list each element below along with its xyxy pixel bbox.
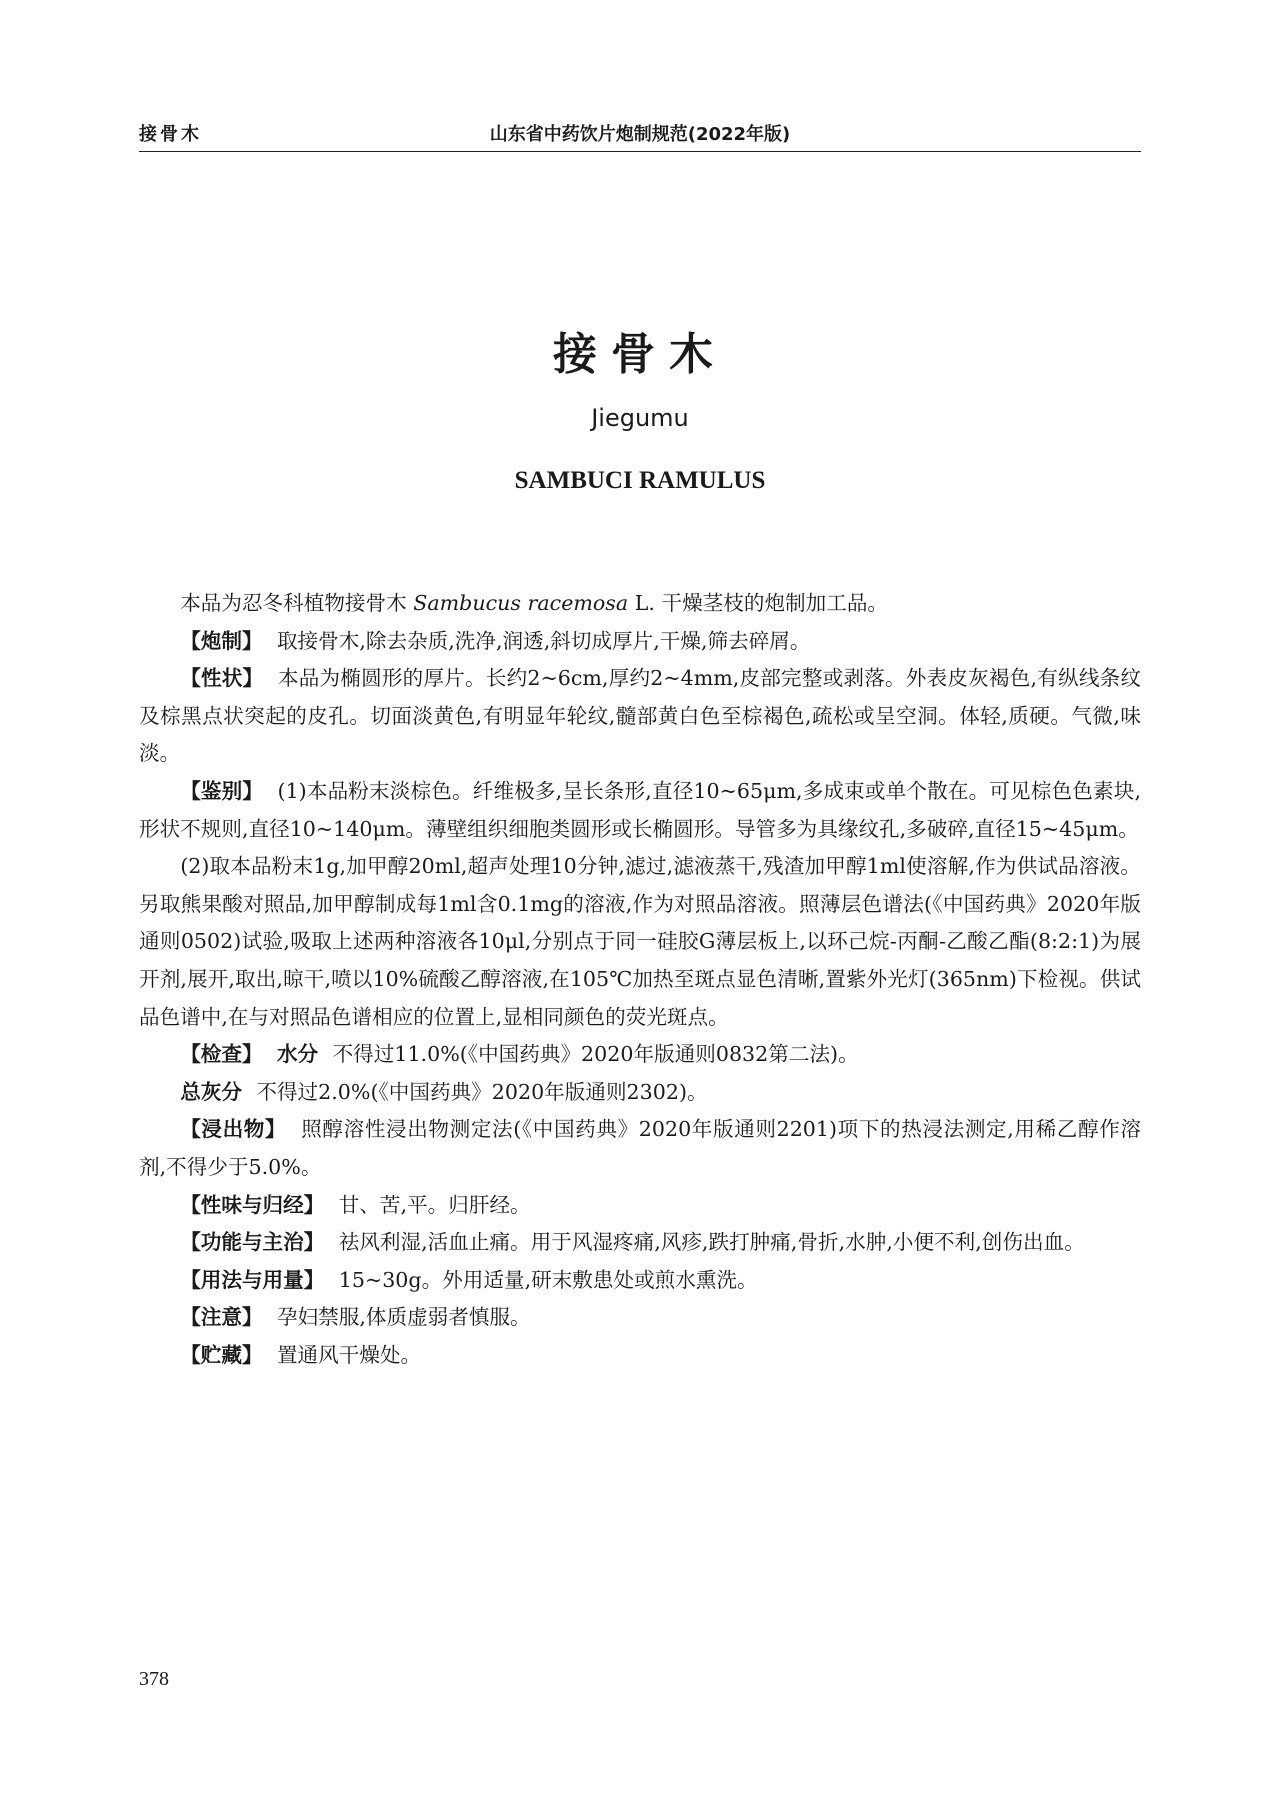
section-text: 置通风干燥处。 [276,1342,422,1367]
section-text: 15~30g。外用适量,研末敷患处或煎水熏洗。 [338,1267,758,1292]
section-label: 【性味与归经】 [180,1192,325,1217]
section-label: 【功能与主治】 [180,1230,325,1255]
section-yongfa [139,1262,1141,1300]
header-center: 山东省中药饮片炮制规范(2022年版) [489,124,791,145]
section-zhuyi [139,1299,1141,1337]
intro-paragraph [139,585,1141,623]
intro-after: L. 干燥茎枝的炮制加工品。 [628,591,889,615]
section-text: 不得过2.0%(《中国药典》2020年版通则2302)。 [256,1079,708,1104]
section-text: 祛风利湿,活血止痛。用于风湿疼痛,风疹,跌打肿痛,骨折,水肿,小便不利,创伤出血。 [338,1230,1085,1255]
sub-label-water: 水分 [276,1042,319,1067]
section-text: 不得过11.0%(《中国药典》2020年版通则0832第二法)。 [332,1042,859,1067]
sub-label-ash: 总灰分 [180,1079,242,1104]
section-jinchuwu [139,1111,1141,1186]
header-rule [139,151,1141,152]
running-header [139,112,1141,152]
section-text: 孕妇禁服,体质虚弱者慎服。 [276,1305,531,1330]
section-text: 取接骨木,除去杂质,洗净,润透,斜切成厚片,干燥,筛去碎屑。 [276,628,811,653]
section-paozhi [139,623,1141,661]
section-text: 本品为椭圆形的厚片。长约2~6cm,厚约2~4mm,皮部完整或剥落。外表皮灰褐色,有纵线条纹及棕黑点状突起的皮孔。切面淡黄色,有明显年轮纹,髓部黄白色至棕褐色,疏松或呈空洞。体轻,质硬。气微,味淡。 [139,666,1141,766]
section-label: 【用法与用量】 [180,1267,325,1292]
section-jiancha [139,1036,1141,1074]
section-jianbie [139,773,1141,848]
page-title: 接骨木 [553,329,727,380]
section-label: 【性状】 [180,666,264,691]
section-jianbie-2 [139,848,1141,1036]
section-label: 【贮藏】 [180,1342,263,1367]
header-left: 接骨木 [139,124,202,145]
section-xingzhuang [139,660,1141,773]
intro-before: 本品为忍冬科植物接骨木 [180,591,414,615]
page-number: 378 [139,1668,169,1690]
section-label: 【鉴别】 [180,778,264,803]
latin-name: SAMBUCI RAMULUS [514,467,766,494]
section-label: 【浸出物】 [180,1117,287,1142]
section-xingwei [139,1187,1141,1225]
section-jiancha-ash [139,1074,1141,1112]
section-label: 【注意】 [180,1305,263,1330]
section-zhucang [139,1337,1141,1375]
section-gongneng [139,1224,1141,1262]
section-text: (2)取本品粉末1g,加甲醇20ml,超声处理10分钟,滤过,滤液蒸干,残渣加甲醇1ml使溶解,作为供试品溶液。另取熊果酸对照品,加甲醇制成每1ml含0.1mg的溶液,作为对照品溶液。照薄层色谱法(《中国药典》2020年版通则0502)试验,吸取上述两种溶液各10μl,分别点于同一硅胶G薄层板上,以环己烷-丙酮-乙酸乙酯(8:2:1)为展开剂,展开,取出,晾干,喷以10%硫酸乙醇溶液,在105℃加热至斑点显色清晰,置紫外光灯(365nm)下检视。供试品色谱中,在与对照品色谱相应的位置上,显相同颜色的荧光斑点。 [139,854,1141,1029]
section-label: 【炮制】 [180,628,263,653]
section-label: 【检查】 [180,1042,263,1067]
species-name: Sambucus racemosa [413,591,629,615]
pinyin-name: Jiegumu [591,404,689,432]
section-text: (1)本品粉末淡棕色。纤维极多,呈长条形,直径10~65μm,多成束或单个散在。可见棕色色素块,形状不规则,直径10~140μm。薄壁组织细胞类圆形或长椭圆形。导管多为具缘纹孔,多破碎,直径15~45μm。 [139,778,1141,841]
section-text: 甘、苦,平。归肝经。 [338,1192,531,1217]
section-text: 照醇溶性浸出物测定法(《中国药典》2020年版通则2201)项下的热浸法测定,用稀乙醇作溶剂,不得少于5.0%。 [139,1117,1142,1179]
monograph-body [139,585,1141,1374]
